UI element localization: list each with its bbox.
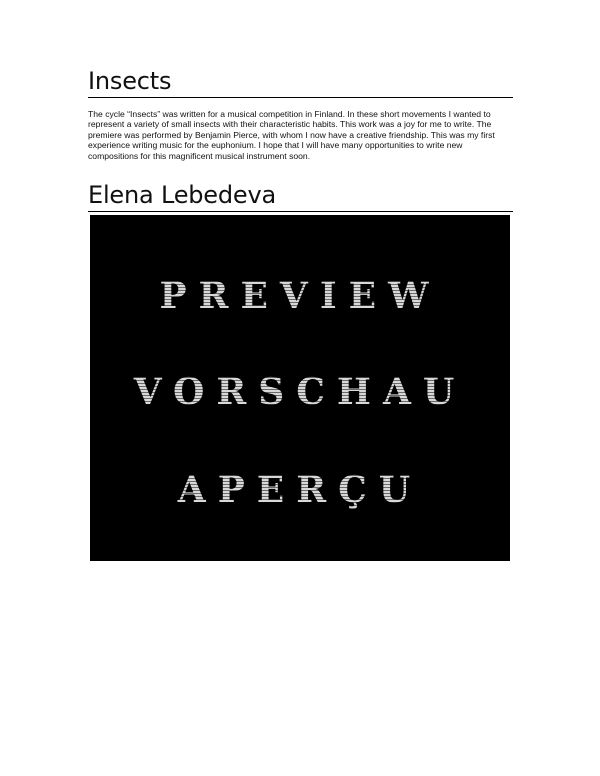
preview-watermark-overlay	[90, 215, 510, 561]
section-title-composer: Elena Lebedeva	[88, 181, 513, 212]
watermark-preview-text: PREVIEW	[90, 275, 510, 317]
section-title-insects: Insects	[88, 67, 513, 98]
watermark-apercu-text: APERÇU	[90, 469, 510, 511]
insects-description-paragraph: The cycle “Insects” was written for a musical competition in Finland. In these short movements I wanted to represent a variety of small insects with their characteristic habits. This work was a joy for me to write. The premiere was performed by Benjamin Pierce, with whom I now have a creative friendship. This was my first experience writing music for the euphonium. I hope that I will have many opportunities to write new compositions for this magnificent musical instrument soon.	[88, 109, 495, 161]
watermark-vorschau-text: VORSCHAU	[90, 371, 510, 413]
